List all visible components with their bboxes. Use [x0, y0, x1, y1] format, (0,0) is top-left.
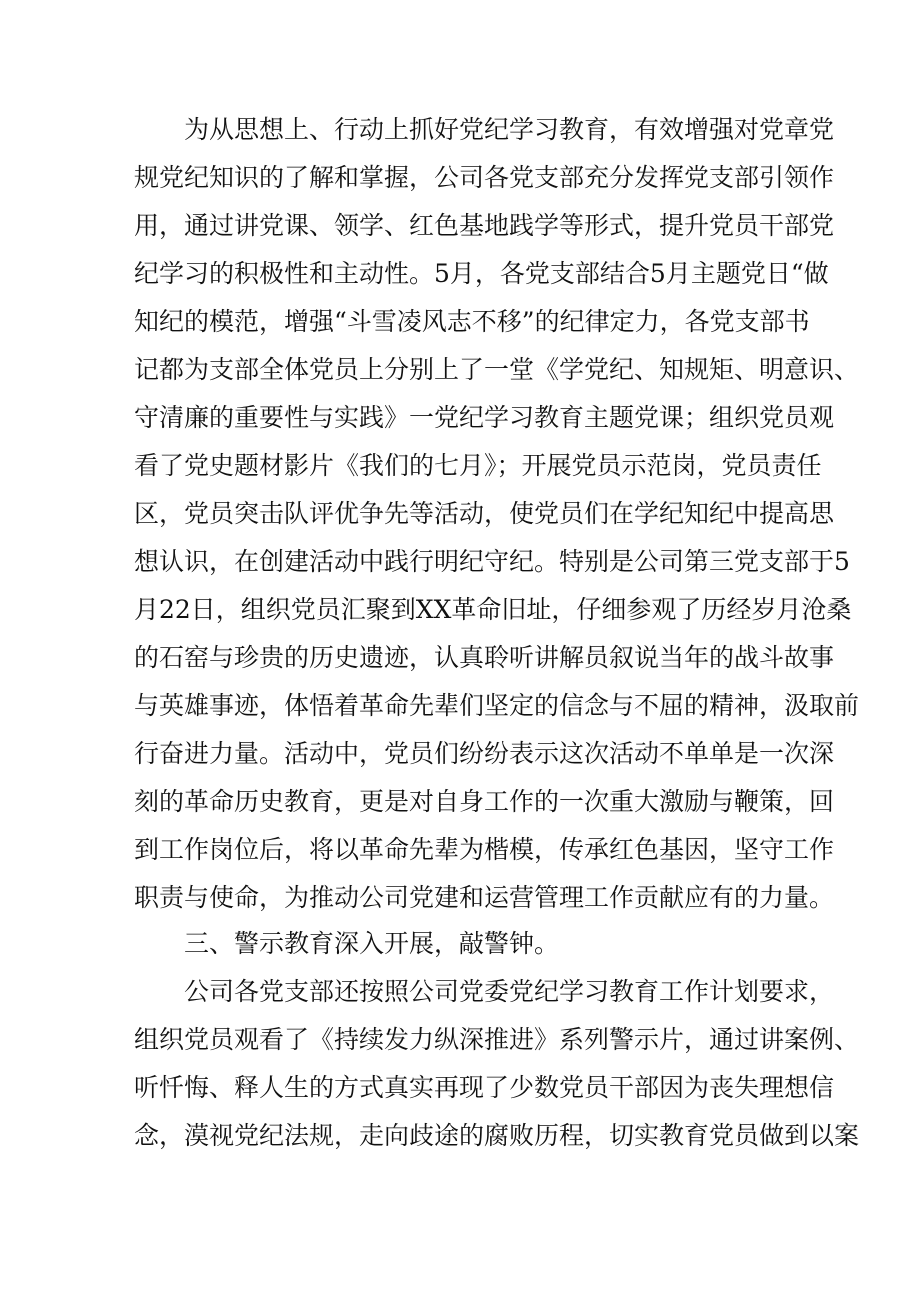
text-line: 想认识，在创建活动中践行明纪守纪。特别是公司第三党支部于5: [134, 547, 850, 576]
text-line: 规党纪知识的了解和掌握，公司各党支部充分发挥党支部引领作: [134, 163, 835, 192]
text-line: 知纪的模范，增强“斗雪凌风志不移”的纪律定力，各党支部书: [134, 307, 810, 336]
text-line: 职责与使命，为推动公司党建和运营管理工作贡献应有的力量。: [134, 883, 835, 912]
text-line: 为从思想上、行动上抓好党纪学习教育，有效增强对党章党: [184, 115, 835, 144]
text-line: 用，通过讲党课、领学、红色基地践学等形式，提升党员干部党: [134, 211, 835, 240]
text-line: 记都为支部全体党员上分别上了一堂《学党纪、知规矩、明意识、: [134, 355, 860, 384]
text-line: 组织党员观看了《持续发力纵深推进》系列警示片，通过讲案例、: [134, 1025, 860, 1054]
text-line: 守清廉的重要性与实践》一党纪学习教育主题党课；组织党员观: [134, 403, 835, 432]
text-line: 与英雄事迹，体悟着革命先辈们坚定的信念与不屈的精神，汲取前: [134, 691, 860, 720]
text-line: 念，漠视党纪法规，走向歧途的腐败历程，切实教育党员做到以案: [134, 1121, 860, 1150]
text-line: 到工作岗位后，将以革命先辈为楷模，传承红色基因，坚守工作: [134, 835, 835, 864]
text-line: 看了党史题材影片《我们的七月》；开展党员示范岗，党员责任: [134, 451, 822, 480]
text-line: 行奋进力量。活动中，党员们纷纷表示这次活动不单单是一次深: [134, 739, 835, 768]
section-heading-warning-education: 三、警示教育深入开展，敲警钟。: [184, 929, 560, 958]
text-line: 纪学习的积极性和主动性。5月，各党支部结合5月主题党日“做: [134, 259, 829, 288]
text-line: 刻的革命历史教育，更是对自身工作的一次重大激励与鞭策，回: [134, 787, 835, 816]
text-line: 区，党员突击队评优争先等活动，使党员们在学纪知纪中提高思: [134, 499, 835, 528]
text-line: 的石窑与珍贵的历史遗迹，认真聆听讲解员叙说当年的战斗故事: [134, 643, 835, 672]
text-line: 公司各党支部还按照公司党委党纪学习教育工作计划要求，: [184, 977, 835, 1006]
text-line: 听忏悔、释人生的方式真实再现了少数党员干部因为丧失理想信: [134, 1073, 835, 1102]
text-line: 月22日，组织党员汇聚到XX革命旧址，仔细参观了历经岁月沧桑: [134, 595, 852, 624]
